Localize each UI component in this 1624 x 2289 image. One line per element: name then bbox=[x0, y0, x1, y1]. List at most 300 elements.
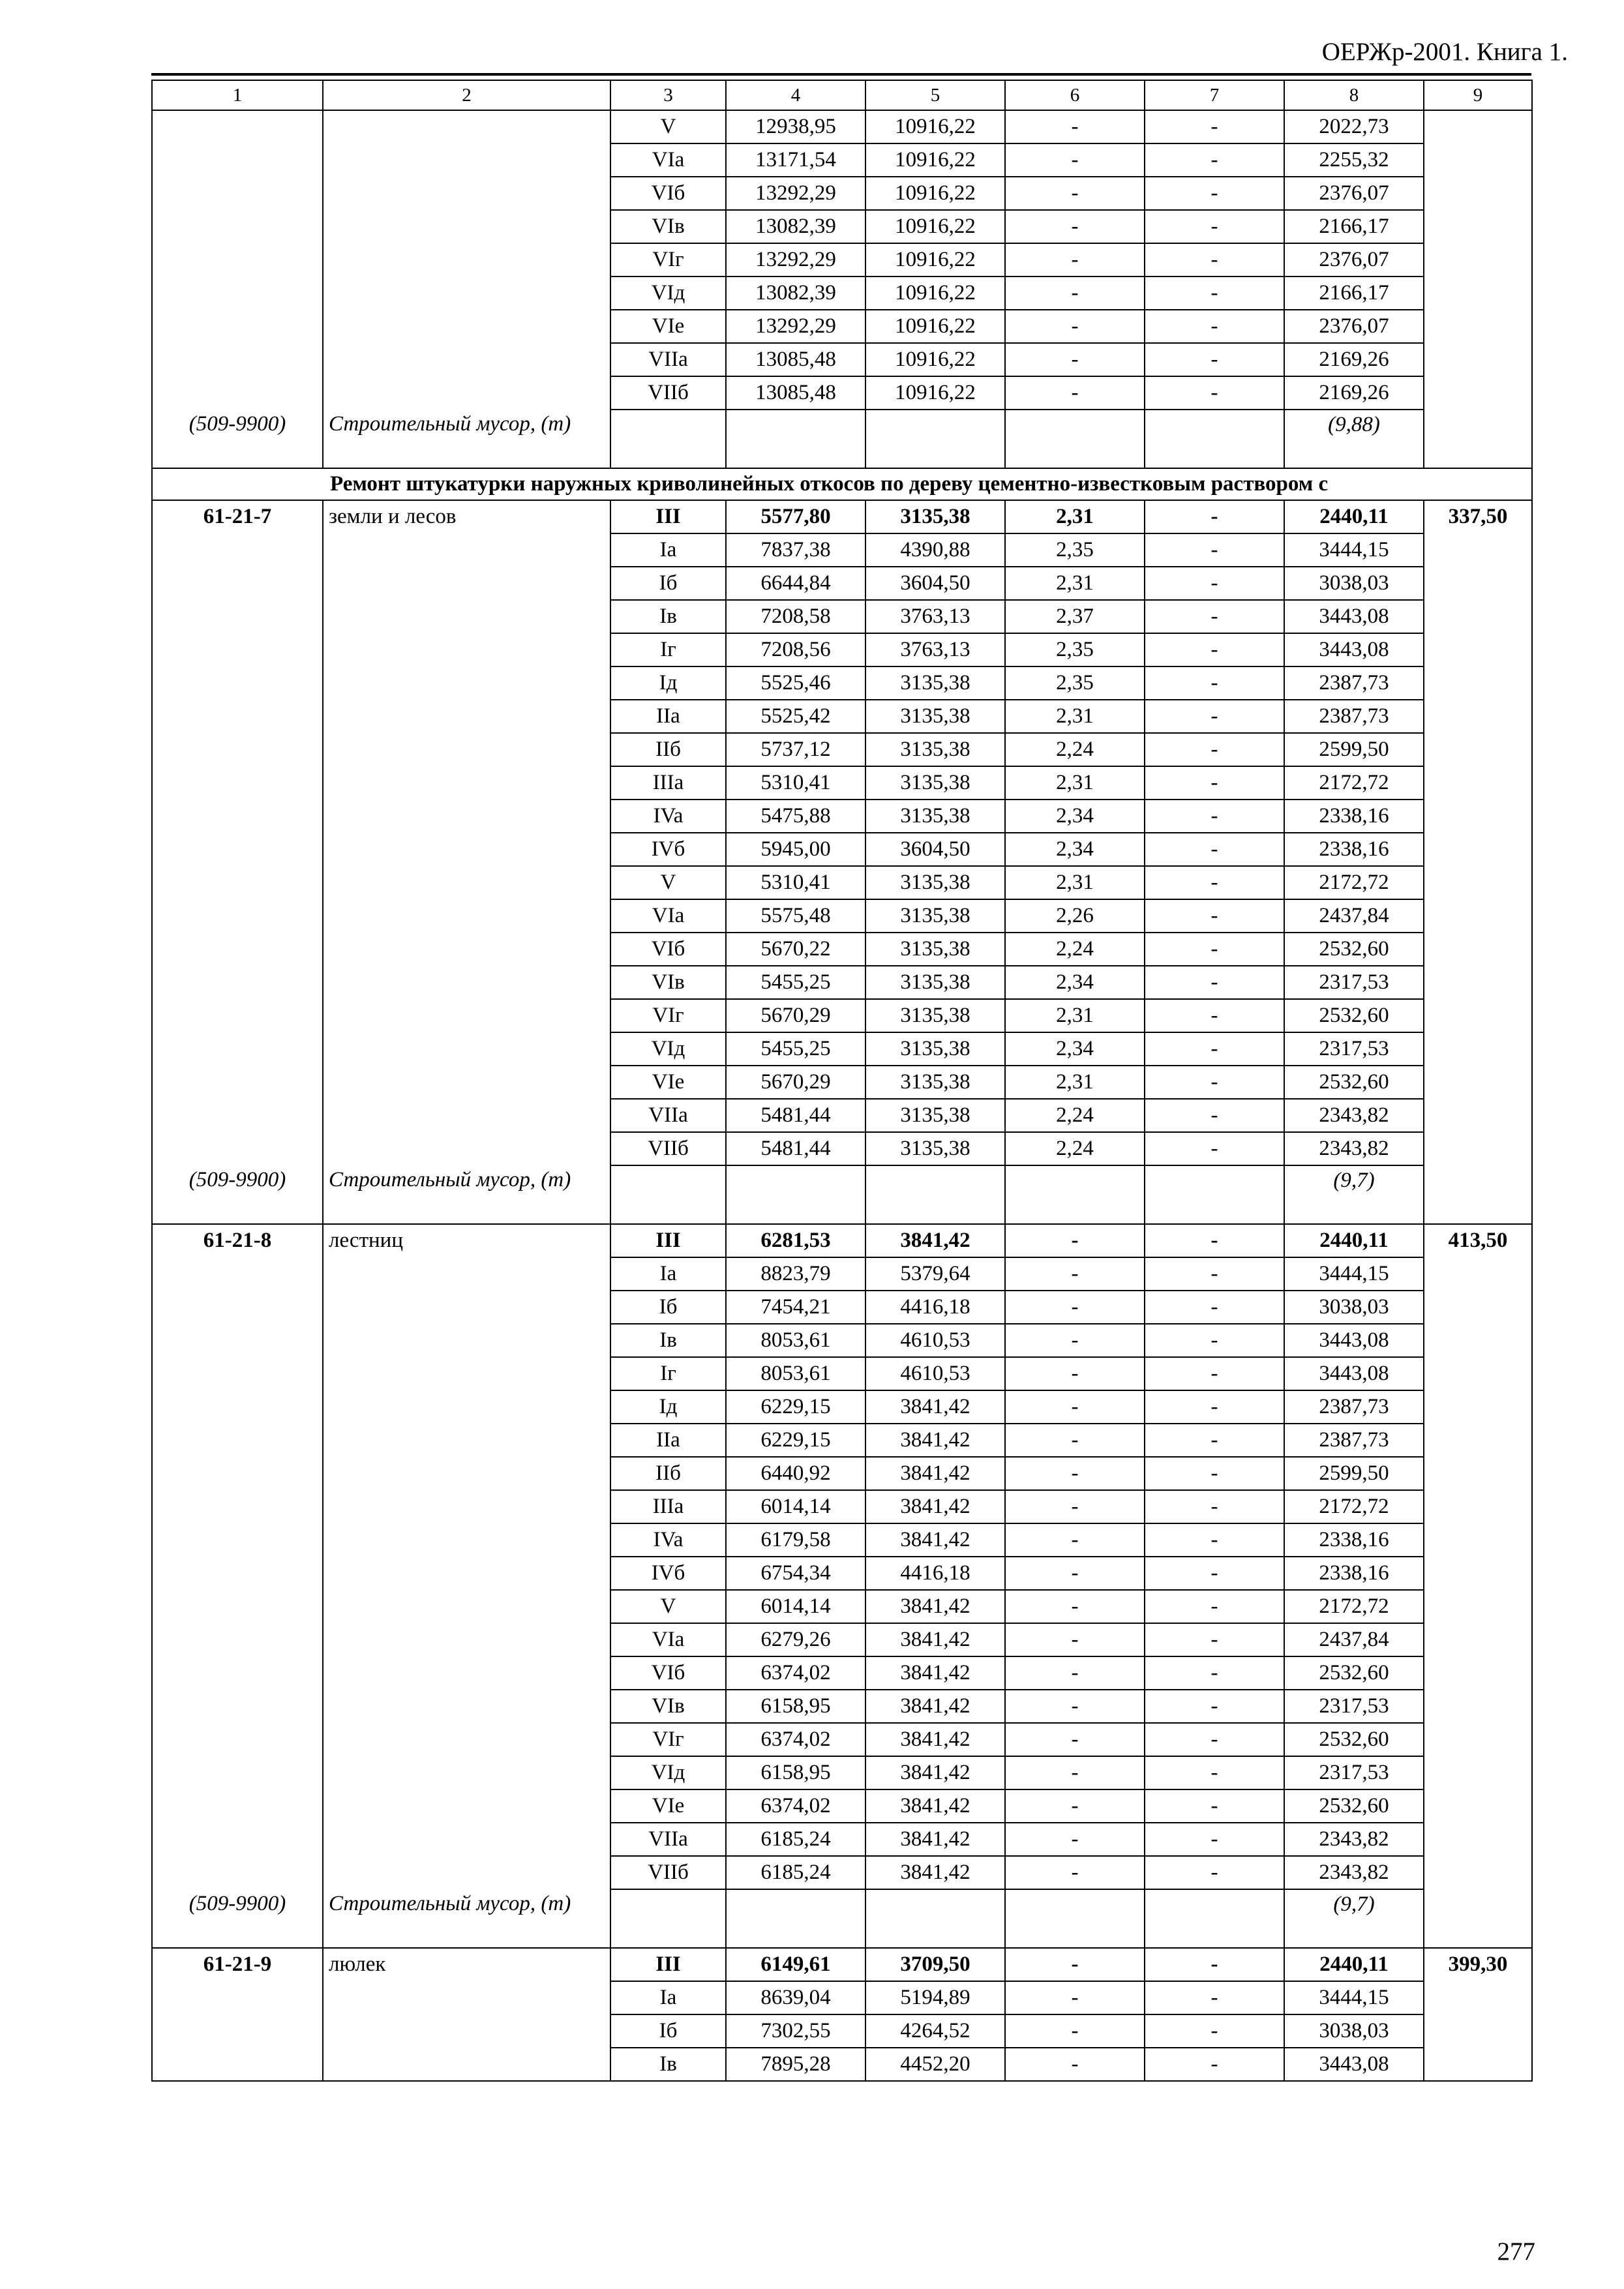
table-row bbox=[152, 866, 1532, 899]
rate-code-cell bbox=[152, 700, 323, 733]
table-row bbox=[152, 1948, 1532, 1981]
table-row bbox=[152, 899, 1532, 933]
machine-cost-cell: - bbox=[1005, 243, 1145, 277]
labor-hours-cell bbox=[1424, 600, 1532, 633]
column-number-row bbox=[152, 80, 1532, 110]
work-name-cell bbox=[323, 1723, 610, 1756]
rate-code-cell bbox=[152, 110, 323, 143]
region-zone-cell: III bbox=[610, 500, 726, 533]
table-row bbox=[152, 933, 1532, 966]
rate-code-cell bbox=[152, 733, 323, 766]
operator-wage-cell: - bbox=[1145, 2014, 1284, 2048]
machine-cost-cell: 2,31 bbox=[1005, 700, 1145, 733]
machine-cost-cell: 2,31 bbox=[1005, 1066, 1145, 1099]
debris-value: (9,7) bbox=[1284, 1889, 1424, 1948]
operator-wage-cell: - bbox=[1145, 210, 1284, 243]
labor-cost-cell: 3841,42 bbox=[865, 1424, 1005, 1457]
machine-cost-cell: - bbox=[1005, 1723, 1145, 1756]
machine-cost-cell: - bbox=[1005, 1224, 1145, 1257]
operator-wage-cell: - bbox=[1145, 1789, 1284, 1823]
rate-code-cell bbox=[152, 243, 323, 277]
labor-cost-cell: 10916,22 bbox=[865, 143, 1005, 177]
material-cost-cell: 2532,60 bbox=[1284, 1789, 1424, 1823]
machine-cost-cell: 2,24 bbox=[1005, 1099, 1145, 1132]
empty-cell bbox=[1145, 1165, 1284, 1224]
labor-hours-cell bbox=[1424, 1690, 1532, 1723]
region-zone-cell: Iг bbox=[610, 1357, 726, 1390]
region-zone-cell: VIд bbox=[610, 1032, 726, 1066]
table-row bbox=[152, 766, 1532, 800]
machine-cost-cell: 2,31 bbox=[1005, 500, 1145, 533]
table-row bbox=[152, 1823, 1532, 1856]
rate-code-cell bbox=[152, 899, 323, 933]
material-cost-cell: 2172,72 bbox=[1284, 1590, 1424, 1623]
rate-code-cell bbox=[152, 1390, 323, 1424]
work-name-cell bbox=[323, 899, 610, 933]
direct-cost-cell: 6014,14 bbox=[726, 1490, 865, 1523]
work-name-cell bbox=[323, 1789, 610, 1823]
operator-wage-cell: - bbox=[1145, 766, 1284, 800]
operator-wage-cell: - bbox=[1145, 700, 1284, 733]
machine-cost-cell: - bbox=[1005, 1690, 1145, 1723]
machine-cost-cell: - bbox=[1005, 1557, 1145, 1590]
table-row bbox=[152, 1357, 1532, 1390]
labor-cost-cell: 10916,22 bbox=[865, 376, 1005, 410]
operator-wage-cell: - bbox=[1145, 1099, 1284, 1132]
material-cost-cell: 2532,60 bbox=[1284, 933, 1424, 966]
machine-cost-cell: 2,35 bbox=[1005, 533, 1145, 567]
machine-cost-cell: 2,24 bbox=[1005, 933, 1145, 966]
direct-cost-cell: 6229,15 bbox=[726, 1390, 865, 1424]
machine-cost-cell: 2,31 bbox=[1005, 766, 1145, 800]
table-row bbox=[152, 1856, 1532, 1889]
labor-hours-cell bbox=[1424, 533, 1532, 567]
table-row bbox=[152, 210, 1532, 243]
direct-cost-cell: 5737,12 bbox=[726, 733, 865, 766]
labor-hours-cell: 337,50 bbox=[1424, 500, 1532, 533]
table-row bbox=[152, 1981, 1532, 2014]
table-row bbox=[152, 567, 1532, 600]
table-row bbox=[152, 800, 1532, 833]
machine-cost-cell: - bbox=[1005, 1656, 1145, 1690]
direct-cost-cell: 8639,04 bbox=[726, 1981, 865, 2014]
direct-cost-cell: 7208,58 bbox=[726, 600, 865, 633]
direct-cost-cell: 6158,95 bbox=[726, 1690, 865, 1723]
debris-row bbox=[152, 410, 1532, 468]
labor-cost-cell: 3841,42 bbox=[865, 1789, 1005, 1823]
empty-cell bbox=[610, 1889, 726, 1948]
work-name-cell bbox=[323, 1257, 610, 1291]
labor-hours-cell bbox=[1424, 2014, 1532, 2048]
region-zone-cell: Iб bbox=[610, 2014, 726, 2048]
work-name-cell bbox=[323, 110, 610, 143]
labor-cost-cell: 3709,50 bbox=[865, 1948, 1005, 1981]
region-zone-cell: VIIa bbox=[610, 343, 726, 376]
table-row bbox=[152, 1690, 1532, 1723]
material-cost-cell: 3443,08 bbox=[1284, 633, 1424, 666]
rate-code-cell bbox=[152, 1424, 323, 1457]
labor-hours-cell bbox=[1424, 567, 1532, 600]
table-row bbox=[152, 1723, 1532, 1756]
rate-code-cell bbox=[152, 1066, 323, 1099]
labor-hours-cell bbox=[1424, 1457, 1532, 1490]
direct-cost-cell: 6374,02 bbox=[726, 1789, 865, 1823]
material-cost-cell: 2599,50 bbox=[1284, 733, 1424, 766]
work-name-cell bbox=[323, 1823, 610, 1856]
work-name-cell bbox=[323, 1590, 610, 1623]
region-zone-cell: VIд bbox=[610, 277, 726, 310]
labor-cost-cell: 3135,38 bbox=[865, 899, 1005, 933]
rate-code-cell bbox=[152, 1756, 323, 1789]
table-row bbox=[152, 999, 1532, 1032]
labor-cost-cell: 3135,38 bbox=[865, 766, 1005, 800]
operator-wage-cell: - bbox=[1145, 376, 1284, 410]
labor-cost-cell: 3841,42 bbox=[865, 1756, 1005, 1789]
rate-code-cell bbox=[152, 999, 323, 1032]
labor-cost-cell: 3841,42 bbox=[865, 1823, 1005, 1856]
material-cost-cell: 3443,08 bbox=[1284, 600, 1424, 633]
direct-cost-cell: 6374,02 bbox=[726, 1656, 865, 1690]
operator-wage-cell: - bbox=[1145, 277, 1284, 310]
direct-cost-cell: 12938,95 bbox=[726, 110, 865, 143]
header-rule bbox=[151, 73, 1531, 76]
empty-cell bbox=[865, 410, 1005, 468]
rate-code-cell bbox=[152, 1523, 323, 1557]
rate-code-cell bbox=[152, 1590, 323, 1623]
operator-wage-cell: - bbox=[1145, 567, 1284, 600]
empty-cell bbox=[865, 1165, 1005, 1224]
region-zone-cell: Iг bbox=[610, 633, 726, 666]
labor-cost-cell: 3841,42 bbox=[865, 1723, 1005, 1756]
machine-cost-cell: 2,34 bbox=[1005, 800, 1145, 833]
region-zone-cell: VIe bbox=[610, 1789, 726, 1823]
work-name-cell bbox=[323, 1623, 610, 1656]
work-name-cell bbox=[323, 966, 610, 999]
direct-cost-cell: 13171,54 bbox=[726, 143, 865, 177]
table-row bbox=[152, 1656, 1532, 1690]
operator-wage-cell: - bbox=[1145, 533, 1284, 567]
machine-cost-cell: - bbox=[1005, 1823, 1145, 1856]
material-cost-cell: 3443,08 bbox=[1284, 2048, 1424, 2081]
table-row bbox=[152, 177, 1532, 210]
work-name-cell bbox=[323, 999, 610, 1032]
labor-cost-cell: 3841,42 bbox=[865, 1224, 1005, 1257]
material-cost-cell: 2338,16 bbox=[1284, 1523, 1424, 1557]
labor-hours-cell: 399,30 bbox=[1424, 1948, 1532, 1981]
direct-cost-cell: 6158,95 bbox=[726, 1756, 865, 1789]
labor-hours-cell bbox=[1424, 243, 1532, 277]
labor-cost-cell: 3604,50 bbox=[865, 567, 1005, 600]
work-name-cell: люлек bbox=[323, 1948, 610, 1981]
region-zone-cell: VIIб bbox=[610, 376, 726, 410]
material-cost-cell: 2317,53 bbox=[1284, 1690, 1424, 1723]
machine-cost-cell: 2,24 bbox=[1005, 733, 1145, 766]
direct-cost-cell: 5525,42 bbox=[726, 700, 865, 733]
table-row bbox=[152, 1590, 1532, 1623]
labor-hours-cell bbox=[1424, 1132, 1532, 1165]
work-name-cell bbox=[323, 1099, 610, 1132]
material-cost-cell: 2169,26 bbox=[1284, 343, 1424, 376]
labor-cost-cell: 3841,42 bbox=[865, 1490, 1005, 1523]
operator-wage-cell: - bbox=[1145, 110, 1284, 143]
region-zone-cell: III bbox=[610, 1948, 726, 1981]
work-name-cell bbox=[323, 700, 610, 733]
material-cost-cell: 2338,16 bbox=[1284, 1557, 1424, 1590]
labor-hours-cell bbox=[1424, 1424, 1532, 1457]
direct-cost-cell: 5310,41 bbox=[726, 866, 865, 899]
table-row bbox=[152, 277, 1532, 310]
direct-cost-cell: 5475,88 bbox=[726, 800, 865, 833]
direct-cost-cell: 13292,29 bbox=[726, 243, 865, 277]
rate-code-cell bbox=[152, 833, 323, 866]
column-header: 3 bbox=[610, 80, 726, 110]
work-name-cell bbox=[323, 633, 610, 666]
operator-wage-cell: - bbox=[1145, 243, 1284, 277]
direct-cost-cell: 6014,14 bbox=[726, 1590, 865, 1623]
rate-code-cell bbox=[152, 633, 323, 666]
labor-hours-cell bbox=[1424, 633, 1532, 666]
labor-hours-cell bbox=[1424, 2048, 1532, 2081]
work-name-cell bbox=[323, 833, 610, 866]
labor-hours-cell bbox=[1424, 1981, 1532, 2014]
region-zone-cell: VIa bbox=[610, 899, 726, 933]
empty-cell bbox=[1005, 1165, 1145, 1224]
operator-wage-cell: - bbox=[1145, 800, 1284, 833]
rate-code-cell bbox=[152, 210, 323, 243]
work-name-cell bbox=[323, 1523, 610, 1557]
labor-cost-cell: 3135,38 bbox=[865, 1066, 1005, 1099]
direct-cost-cell: 6281,53 bbox=[726, 1224, 865, 1257]
debris-row bbox=[152, 1889, 1532, 1948]
table-row bbox=[152, 1132, 1532, 1165]
operator-wage-cell: - bbox=[1145, 1523, 1284, 1557]
price-table bbox=[151, 80, 1533, 2082]
machine-cost-cell: 2,24 bbox=[1005, 1132, 1145, 1165]
table-row bbox=[152, 110, 1532, 143]
region-zone-cell: IIб bbox=[610, 733, 726, 766]
material-cost-cell: 2166,17 bbox=[1284, 210, 1424, 243]
operator-wage-cell: - bbox=[1145, 1623, 1284, 1656]
labor-cost-cell: 3135,38 bbox=[865, 1132, 1005, 1165]
machine-cost-cell: 2,37 bbox=[1005, 600, 1145, 633]
region-zone-cell: V bbox=[610, 1590, 726, 1623]
work-name-cell bbox=[323, 600, 610, 633]
table-row bbox=[152, 2048, 1532, 2081]
empty-cell bbox=[726, 410, 865, 468]
direct-cost-cell: 6149,61 bbox=[726, 1948, 865, 1981]
work-name-cell bbox=[323, 1856, 610, 1889]
region-zone-cell: III bbox=[610, 1224, 726, 1257]
machine-cost-cell: 2,34 bbox=[1005, 833, 1145, 866]
operator-wage-cell: - bbox=[1145, 833, 1284, 866]
labor-cost-cell: 3135,38 bbox=[865, 966, 1005, 999]
region-zone-cell: VIe bbox=[610, 310, 726, 343]
machine-cost-cell: - bbox=[1005, 1291, 1145, 1324]
labor-hours-cell bbox=[1424, 343, 1532, 376]
labor-hours-cell bbox=[1424, 1066, 1532, 1099]
rate-code-cell bbox=[152, 933, 323, 966]
rate-code-cell bbox=[152, 1257, 323, 1291]
operator-wage-cell: - bbox=[1145, 1948, 1284, 1981]
work-name-cell bbox=[323, 1490, 610, 1523]
labor-cost-cell: 10916,22 bbox=[865, 277, 1005, 310]
machine-cost-cell: - bbox=[1005, 177, 1145, 210]
rate-code-cell: 61-21-8 bbox=[152, 1224, 323, 1257]
material-cost-cell: 2532,60 bbox=[1284, 1723, 1424, 1756]
debris-row bbox=[152, 1165, 1532, 1224]
labor-cost-cell: 3135,38 bbox=[865, 933, 1005, 966]
direct-cost-cell: 5575,48 bbox=[726, 899, 865, 933]
labor-cost-cell: 5379,64 bbox=[865, 1257, 1005, 1291]
labor-hours-cell: 413,50 bbox=[1424, 1224, 1532, 1257]
rate-code-cell: 61-21-9 bbox=[152, 1948, 323, 1981]
machine-cost-cell: - bbox=[1005, 2048, 1145, 2081]
labor-hours-cell bbox=[1424, 899, 1532, 933]
labor-cost-cell: 4390,88 bbox=[865, 533, 1005, 567]
table-row bbox=[152, 1099, 1532, 1132]
region-zone-cell: V bbox=[610, 866, 726, 899]
rate-code-cell bbox=[152, 1357, 323, 1390]
labor-cost-cell: 10916,22 bbox=[865, 310, 1005, 343]
labor-cost-cell: 3841,42 bbox=[865, 1856, 1005, 1889]
table-row bbox=[152, 600, 1532, 633]
machine-cost-cell: 2,35 bbox=[1005, 666, 1145, 700]
labor-cost-cell: 3841,42 bbox=[865, 1457, 1005, 1490]
table-row bbox=[152, 1523, 1532, 1557]
work-name-cell bbox=[323, 1457, 610, 1490]
region-zone-cell: VIб bbox=[610, 933, 726, 966]
rate-code-cell bbox=[152, 1981, 323, 2014]
region-zone-cell: VIIб bbox=[610, 1856, 726, 1889]
labor-hours-cell bbox=[1424, 376, 1532, 410]
machine-cost-cell: - bbox=[1005, 343, 1145, 376]
work-name-cell bbox=[323, 1424, 610, 1457]
rate-code-cell bbox=[152, 1291, 323, 1324]
rate-code-cell bbox=[152, 177, 323, 210]
material-cost-cell: 2532,60 bbox=[1284, 1656, 1424, 1690]
work-name-cell bbox=[323, 210, 610, 243]
direct-cost-cell: 13292,29 bbox=[726, 310, 865, 343]
direct-cost-cell: 6279,26 bbox=[726, 1623, 865, 1656]
direct-cost-cell: 7302,55 bbox=[726, 2014, 865, 2048]
region-zone-cell: VIa bbox=[610, 1623, 726, 1656]
material-cost-cell: 2172,72 bbox=[1284, 866, 1424, 899]
table-row bbox=[152, 733, 1532, 766]
work-name-cell bbox=[323, 800, 610, 833]
direct-cost-cell: 6644,84 bbox=[726, 567, 865, 600]
region-zone-cell: VIв bbox=[610, 1690, 726, 1723]
region-zone-cell: IIa bbox=[610, 700, 726, 733]
labor-hours-cell bbox=[1424, 1823, 1532, 1856]
machine-cost-cell: - bbox=[1005, 1590, 1145, 1623]
direct-cost-cell: 5481,44 bbox=[726, 1099, 865, 1132]
machine-cost-cell: - bbox=[1005, 1390, 1145, 1424]
material-cost-cell: 3443,08 bbox=[1284, 1357, 1424, 1390]
empty-cell bbox=[865, 1889, 1005, 1948]
work-name-cell bbox=[323, 766, 610, 800]
labor-cost-cell: 4416,18 bbox=[865, 1291, 1005, 1324]
material-cost-cell: 3038,03 bbox=[1284, 1291, 1424, 1324]
column-header: 8 bbox=[1284, 80, 1424, 110]
labor-hours-cell bbox=[1424, 866, 1532, 899]
debris-code: (509-9900) bbox=[152, 1165, 323, 1224]
material-cost-cell: 2440,11 bbox=[1284, 1224, 1424, 1257]
operator-wage-cell: - bbox=[1145, 1823, 1284, 1856]
rate-code-cell bbox=[152, 1490, 323, 1523]
labor-cost-cell: 4416,18 bbox=[865, 1557, 1005, 1590]
work-name-cell bbox=[323, 1981, 610, 2014]
machine-cost-cell: - bbox=[1005, 2014, 1145, 2048]
material-cost-cell: 2172,72 bbox=[1284, 1490, 1424, 1523]
work-name-cell bbox=[323, 177, 610, 210]
machine-cost-cell: - bbox=[1005, 1623, 1145, 1656]
direct-cost-cell: 5455,25 bbox=[726, 1032, 865, 1066]
direct-cost-cell: 5310,41 bbox=[726, 766, 865, 800]
operator-wage-cell: - bbox=[1145, 1590, 1284, 1623]
labor-cost-cell: 3841,42 bbox=[865, 1523, 1005, 1557]
operator-wage-cell: - bbox=[1145, 343, 1284, 376]
work-name-cell bbox=[323, 866, 610, 899]
labor-hours-cell bbox=[1424, 966, 1532, 999]
operator-wage-cell: - bbox=[1145, 1257, 1284, 1291]
labor-cost-cell: 3604,50 bbox=[865, 833, 1005, 866]
machine-cost-cell: 2,34 bbox=[1005, 1032, 1145, 1066]
labor-hours-cell bbox=[1424, 1789, 1532, 1823]
rate-code-cell bbox=[152, 567, 323, 600]
machine-cost-cell: - bbox=[1005, 110, 1145, 143]
table-row bbox=[152, 1457, 1532, 1490]
region-zone-cell: Iд bbox=[610, 1390, 726, 1424]
region-zone-cell: VIe bbox=[610, 1066, 726, 1099]
region-zone-cell: Iб bbox=[610, 567, 726, 600]
table-row bbox=[152, 343, 1532, 376]
machine-cost-cell: - bbox=[1005, 1789, 1145, 1823]
material-cost-cell: 3038,03 bbox=[1284, 2014, 1424, 2048]
labor-hours-cell bbox=[1424, 1623, 1532, 1656]
empty-cell bbox=[1145, 410, 1284, 468]
work-name-cell bbox=[323, 533, 610, 567]
column-header: 5 bbox=[865, 80, 1005, 110]
rate-code-cell bbox=[152, 1723, 323, 1756]
page-number: 277 bbox=[1497, 2237, 1535, 2266]
work-name-cell bbox=[323, 143, 610, 177]
material-cost-cell: 3443,08 bbox=[1284, 1324, 1424, 1357]
region-zone-cell: VIб bbox=[610, 1656, 726, 1690]
debris-value: (9,88) bbox=[1284, 410, 1424, 468]
table-row bbox=[152, 1490, 1532, 1523]
labor-hours-cell bbox=[1424, 1756, 1532, 1789]
labor-cost-cell: 3135,38 bbox=[865, 1032, 1005, 1066]
table-row bbox=[152, 1324, 1532, 1357]
operator-wage-cell: - bbox=[1145, 733, 1284, 766]
labor-hours-cell bbox=[1424, 1357, 1532, 1390]
labor-hours-cell bbox=[1424, 666, 1532, 700]
table-row bbox=[152, 243, 1532, 277]
labor-hours-cell bbox=[1424, 999, 1532, 1032]
direct-cost-cell: 8053,61 bbox=[726, 1324, 865, 1357]
direct-cost-cell: 6185,24 bbox=[726, 1823, 865, 1856]
rate-code-cell bbox=[152, 1823, 323, 1856]
operator-wage-cell: - bbox=[1145, 143, 1284, 177]
work-name-cell bbox=[323, 567, 610, 600]
material-cost-cell: 2343,82 bbox=[1284, 1823, 1424, 1856]
section-title: Ремонт штукатурки наружных криволинейных откосов по дереву цементно-известковым раствором с bbox=[152, 468, 1532, 500]
labor-hours-cell bbox=[1424, 210, 1532, 243]
direct-cost-cell: 8053,61 bbox=[726, 1357, 865, 1390]
labor-hours-cell bbox=[1424, 1099, 1532, 1132]
direct-cost-cell: 5577,80 bbox=[726, 500, 865, 533]
operator-wage-cell: - bbox=[1145, 1132, 1284, 1165]
